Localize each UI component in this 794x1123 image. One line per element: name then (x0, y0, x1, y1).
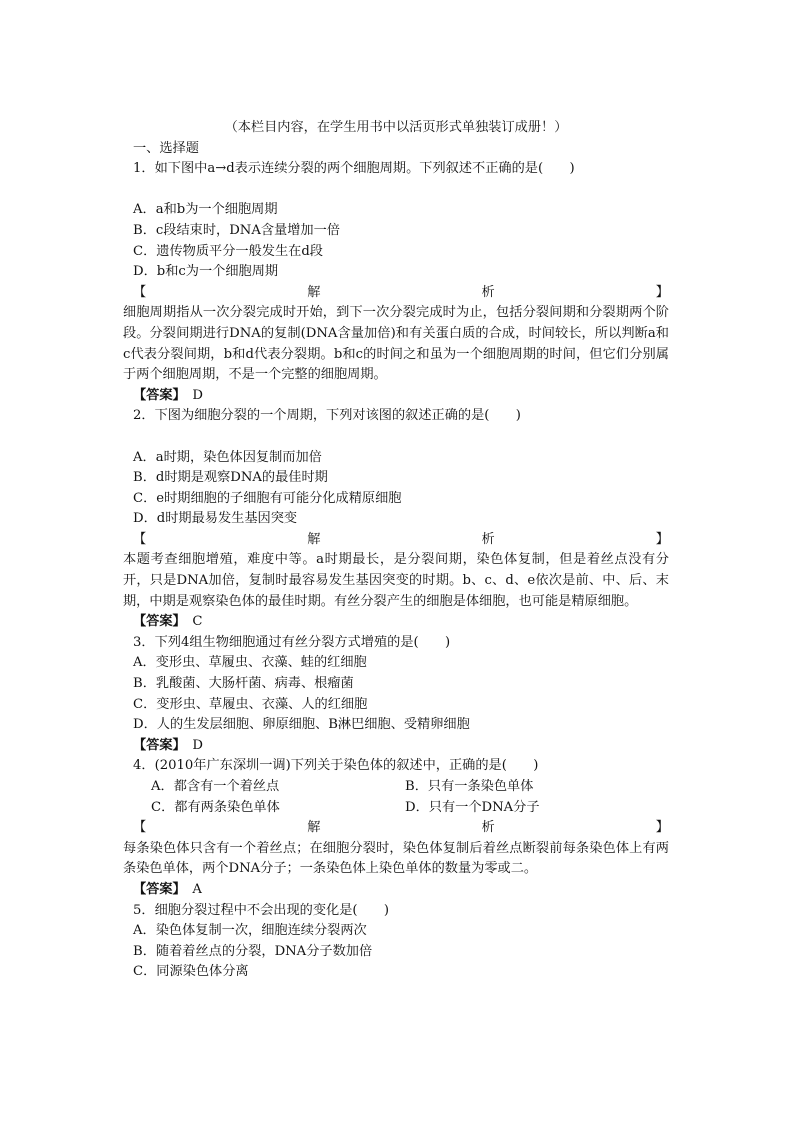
answer-label: 【答案】 (133, 881, 180, 897)
q2-option-c: C．e时期细胞的子细胞有可能分化成精原细胞 (133, 490, 402, 506)
q1-analysis-heading (123, 283, 669, 304)
q2-option-d: D．d时期最易发生基因突变 (133, 511, 298, 527)
q2-option-b: B．d时期是观察DNA的最佳时期 (133, 470, 328, 486)
q4-analysis-text: 每条染色体只含有一个着丝点；在细胞分裂时，染色体复制后着丝点断裂前每条染色体上有两条染色单体，两个DNA分子；一条染色体上染色单体的数量为零或二。 (123, 840, 669, 877)
q3-option-d: D．人的生发层细胞、卵原细胞、B淋巴细胞、受精卵细胞 (133, 717, 470, 733)
q4-options-row-1 (123, 777, 669, 798)
q1-option-b: B．c段结束时，DNA含量增加一倍 (133, 222, 340, 238)
answer-label: 【答案】 (133, 614, 180, 630)
bracket-right: 】 (655, 820, 669, 836)
question-4-stem: 4．(2010年广东深圳一调)下列关于染色体的叙述中，正确的是( ) (133, 758, 539, 774)
answer-value: A (192, 881, 202, 897)
q1-option-d: D．b和c为一个细胞周期 (133, 264, 279, 280)
q1-option-a: A．a和b为一个细胞周期 (133, 202, 278, 218)
q2-analysis-heading (123, 530, 669, 551)
section-title: 一、选择题 (133, 140, 199, 156)
answer-value: C (192, 614, 203, 630)
answer-value: D (192, 387, 203, 403)
q1-answer (123, 386, 669, 407)
jie-char: 解 (307, 820, 321, 836)
header-note: （本栏目内容，在学生用书中以活页形式单独装订成册！） (224, 120, 568, 135)
question-5-stem: 5．细胞分裂过程中不会出现的变化是( ) (133, 902, 390, 918)
bracket-left: 【 (133, 284, 147, 300)
xi-char: 析 (481, 820, 495, 836)
q3-option-b: B．乳酸菌、大肠杆菌、病毒、根瘤菌 (133, 676, 354, 692)
q3-answer (123, 736, 669, 757)
answer-value: D (192, 737, 203, 753)
q1-option-c: C．遗传物质平分一般发生在d段 (133, 243, 323, 259)
q4-analysis-heading (123, 818, 669, 839)
q5-option-a: A．染色体复制一次，细胞连续分裂两次 (133, 923, 367, 939)
q2-option-a: A．a时期，染色体因复制而加倍 (133, 449, 322, 465)
q2-answer (123, 612, 669, 633)
q4-option-b: B．只有一条染色单体 (405, 779, 534, 794)
q4-option-c: C．都有两条染色单体 (151, 799, 280, 815)
q5-option-c: C．同源染色体分离 (133, 964, 249, 980)
bracket-left: 【 (133, 820, 147, 836)
question-2-stem: 2．下图为细胞分裂的一个周期，下列对该图的叙述正确的是( ) (133, 408, 521, 424)
xi-char: 析 (481, 284, 495, 300)
q4-option-d: D．只有一个DNA分子 (405, 799, 540, 815)
q4-answer (123, 880, 669, 901)
q3-option-c: C．变形虫、草履虫、衣藻、人的红细胞 (133, 696, 368, 712)
q5-option-b: B．随着着丝点的分裂，DNA分子数加倍 (133, 943, 373, 959)
q1-analysis-text: 细胞周期指从一次分裂完成时开始，到下一次分裂完成时为止，包括分裂间期和分裂期两个阶段。分裂间期进行DNA的复制(DNA含量加倍)和有关蛋白质的合成，时间较长，所以判断a和c代表分裂间期，b和d代表分裂期。b和c的时间之和虽为一个细胞周期的时间，但它们分别属于两个细胞周期，不是一个完整的细胞周期。 (123, 305, 669, 383)
bracket-right: 】 (655, 531, 669, 547)
answer-label: 【答案】 (133, 387, 180, 403)
figure-space (123, 180, 669, 201)
question-1-stem: 1．如下图中a→d表示连续分裂的两个细胞周期。下列叙述不正确的是( ) (133, 161, 575, 177)
jie-char: 解 (307, 531, 321, 547)
xi-char: 析 (481, 531, 495, 547)
question-3-stem: 3．下列4组生物细胞通过有丝分裂方式增殖的是( ) (133, 634, 451, 650)
q3-option-a: A．变形虫、草履虫、衣藻、蛙的红细胞 (133, 655, 367, 671)
document-page (123, 118, 669, 983)
q4-option-a: A．都含有一个着丝点 (151, 779, 280, 794)
bracket-right: 】 (655, 284, 669, 300)
q4-options-row-2 (123, 798, 669, 819)
q2-analysis-text: 本题考查细胞增殖，难度中等。a时期最长，是分裂间期，染色体复制，但是着丝点没有分开，只是DNA加倍，复制时最容易发生基因突变的时期。b、c、d、e依次是前、中、后、末期，中期是观察染色体的最佳时期。有丝分裂产生的细胞是体细胞，也可能是精原细胞。 (123, 552, 669, 609)
bracket-left: 【 (133, 531, 147, 547)
figure-space (123, 427, 669, 448)
jie-char: 解 (307, 284, 321, 300)
answer-label: 【答案】 (133, 737, 180, 753)
